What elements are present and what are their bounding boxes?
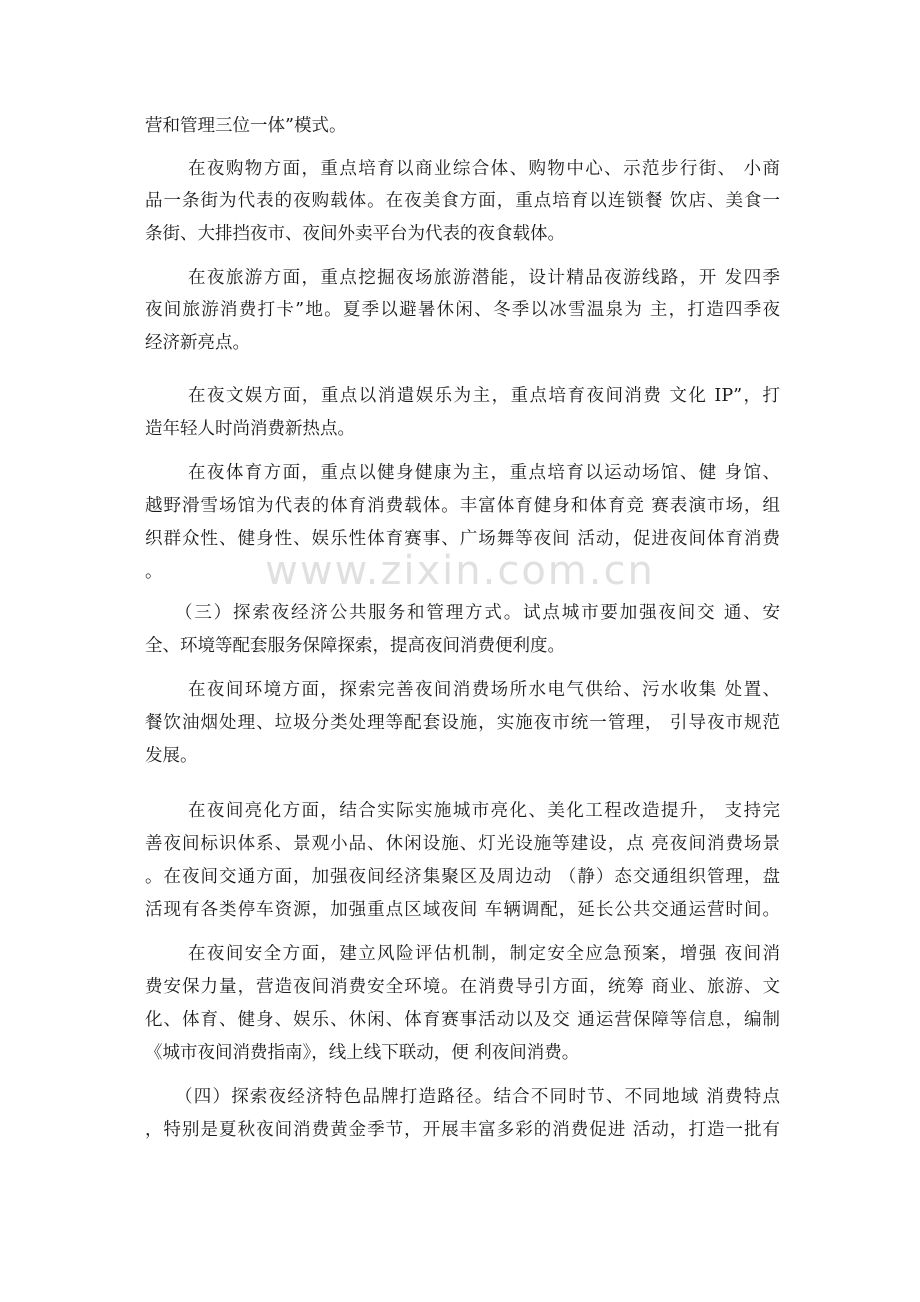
text-line: 夜间旅游消费打卡”地。夏季以避暑休闲、冬季以冰雪温泉为 主，打造四季夜 <box>145 300 780 320</box>
text-line: （三）探索夜经济公共服务和管理方式。试点城市要加强夜间交 通、安 <box>175 603 780 623</box>
text-line: 经济新亮点。 <box>145 333 250 353</box>
text-line: 条街、大排挡夜市、夜间外卖平台为代表的夜食载体。 <box>145 224 565 244</box>
text-line: 善夜间标识体系、景观小品、休闲设施、灯光设施等建设，点 亮夜间消费场景 <box>145 834 780 854</box>
text-line: 造年轻人时尚消费新热点。 <box>145 419 355 439</box>
text-line: 在夜旅游方面，重点挖掘夜场旅游潜能，设计精品夜游线路，开 发四季 <box>188 268 780 288</box>
text-line: 织群众性、健身性、娱乐性体育赛事、广场舞等夜间 活动，促进夜间体育消费 <box>145 529 780 549</box>
text-line: 活现有各类停车资源，加强重点区域夜间 车辆调配，延长公共交通运营时间。 <box>145 900 780 920</box>
text-line: 在夜间安全方面，建立风险评估机制，制定安全应急预案，增强 夜间消 <box>188 944 780 964</box>
text-line: 在夜购物方面，重点培育以商业综合体、购物中心、示范步行街、 小商 <box>188 159 780 179</box>
text-line: 《城市夜间消费指南》，线上线下联动，便 利夜间消费。 <box>145 1043 580 1063</box>
text-line: 在夜间亮化方面，结合实际实施城市亮化、美化工程改造提升， 支持完 <box>188 801 780 821</box>
text-line: 费安保力量，营造夜间消费安全环境。在消费导引方面，统筹 商业、旅游、文 <box>145 977 780 997</box>
text-line: 在夜间环境方面，探索完善夜间消费场所水电气供给、污水收集 处置、 <box>188 680 780 700</box>
text-line: 发展。 <box>145 746 198 766</box>
text-line: 。 <box>145 562 163 582</box>
text-line: 在夜体育方面，重点以健身健康为主，重点培育以运动场馆、健 身馆、 <box>188 463 780 483</box>
text-line: 营和管理三位一体”模式。 <box>145 116 347 136</box>
text-line: 品一条街为代表的夜购载体。在夜美食方面，重点培育以连锁餐 饮店、美食一 <box>145 191 780 211</box>
text-line: 越野滑雪场馆为代表的体育消费载体。丰富体育健身和体育竞 赛表演市场，组 <box>145 496 780 516</box>
text-line: （四）探索夜经济特色品牌打造路径。结合不同时节、不同地域 消费特点 <box>175 1087 780 1107</box>
text-line: 。在夜间交通方面，加强夜间经济集聚区及周边动 （静）态交通组织管理，盘 <box>145 867 780 887</box>
text-line: 化、体育、健身、娱乐、休闲、体育赛事活动以及交 通运营保障等信息，编制 <box>145 1010 780 1030</box>
text-line: ，特别是夏秋夜间消费黄金季节，开展丰富多彩的消费促进 活动，打造一批有 <box>145 1120 780 1140</box>
watermark: www.zixin.com.cn <box>265 548 655 594</box>
text-line: 餐饮油烟处理、垃圾分类处理等配套设施，实施夜市统一管理， 引导夜市规范 <box>145 713 780 733</box>
text-line: 在夜文娱方面，重点以消遣娱乐为主，重点培育夜间消费 文化 IP”，打 <box>188 386 780 406</box>
text-line: 全、环境等配套服务保障探索，提高夜间消费便利度。 <box>145 636 565 656</box>
